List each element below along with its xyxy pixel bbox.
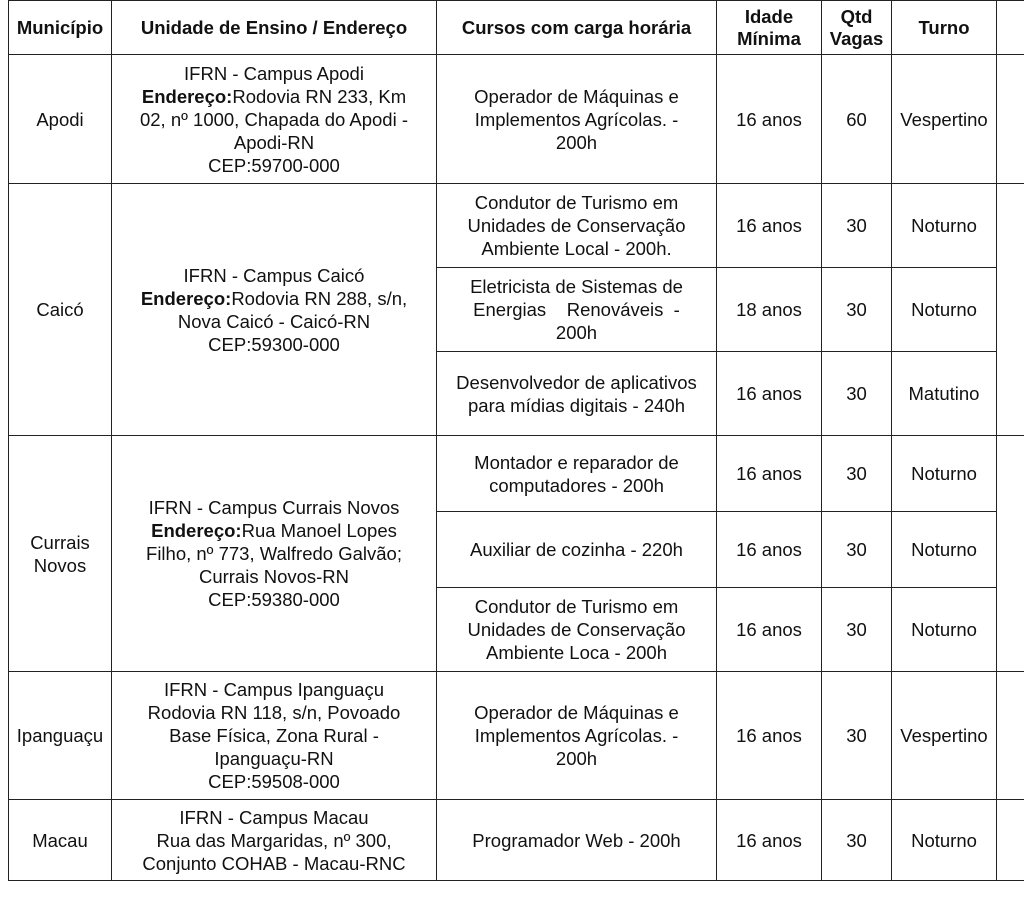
campus-name: IFRN - Campus Caicó	[183, 264, 365, 286]
cell-turno: Noturno	[892, 512, 997, 588]
campus-name: IFRN - Campus Ipanguaçu	[163, 679, 385, 700]
cell-unidade	[112, 436, 437, 672]
municipio-line: Caicó	[36, 299, 84, 320]
cell-extra	[997, 672, 1024, 800]
cell-vagas: 30	[822, 672, 892, 800]
course-line: Eletricista de Sistemas de	[470, 276, 683, 297]
course-line: Ambiente Loca - 200h	[485, 642, 667, 663]
cell-extra	[997, 436, 1024, 672]
course-line: Ambiente Local - 200h.	[481, 238, 672, 259]
course-line: Operador de Máquinas e	[474, 85, 679, 107]
table-row	[9, 800, 1024, 881]
cell-idade: 18 anos	[717, 268, 822, 352]
address-label: Endereço:	[141, 85, 233, 107]
course-line: Condutor de Turismo em	[474, 596, 679, 617]
header-municipio: Município	[9, 1, 112, 55]
cell-idade: 16 anos	[717, 800, 822, 881]
address-line: Base Física, Zona Rural -	[169, 725, 379, 746]
cell-idade: 16 anos	[717, 512, 822, 588]
course-line: Condutor de Turismo em	[474, 192, 679, 213]
header-turno: Turno	[892, 1, 997, 55]
table-row	[9, 672, 1024, 800]
cell-vagas: 30	[822, 268, 892, 352]
course-line: Programador Web - 200h	[472, 829, 681, 851]
header-idade	[717, 1, 822, 55]
cell-municipio	[9, 184, 112, 436]
cell-turno: Vespertino	[892, 55, 997, 184]
cell-vagas: 30	[822, 588, 892, 672]
cell-vagas: 30	[822, 184, 892, 268]
address-line: Currais Novos-RN	[198, 566, 350, 587]
cell-municipio	[9, 672, 112, 800]
cell-idade: 16 anos	[717, 588, 822, 672]
municipio-line: Currais	[30, 531, 90, 553]
address-line: Rua das Margaridas, nº 300,	[156, 829, 392, 851]
vagas-table	[8, 0, 1024, 881]
municipio-line: Macau	[32, 829, 88, 851]
address-text: Rodovia RN 288, s/n,	[231, 287, 408, 309]
cell-municipio	[9, 800, 112, 881]
address-line: Apodi-RN	[233, 131, 315, 153]
course-line: 200h	[555, 322, 598, 343]
course-line: computadores - 200h	[489, 474, 664, 496]
cell-vagas: 30	[822, 436, 892, 512]
address-text: Rodovia RN 233, Km	[232, 85, 407, 107]
cell-idade: 16 anos	[717, 436, 822, 512]
cell-unidade	[112, 800, 437, 881]
cell-unidade	[112, 55, 437, 184]
cell-vagas: 30	[822, 352, 892, 436]
cell-curso	[437, 436, 717, 512]
cell-idade: 16 anos	[717, 352, 822, 436]
address-line: Ipanguaçu-RN	[214, 748, 334, 769]
municipio-line: Novos	[33, 554, 87, 576]
cell-idade: 16 anos	[717, 672, 822, 800]
cell-idade: 16 anos	[717, 184, 822, 268]
cell-turno: Vespertino	[892, 672, 997, 800]
address-line	[116, 85, 432, 108]
course-line: Auxiliar de cozinha - 220h	[470, 539, 683, 560]
cell-turno: Matutino	[892, 352, 997, 436]
campus-name: IFRN - Campus Macau	[179, 806, 369, 828]
course-line: Operador de Máquinas e	[474, 702, 679, 723]
municipio-line: Ipanguaçu	[16, 725, 104, 746]
header-extra	[997, 1, 1024, 55]
header-idade-line-1: Idade	[744, 5, 794, 27]
table-row	[9, 184, 1024, 268]
cell-curso	[437, 184, 717, 268]
cep-text: CEP:59300-000	[208, 333, 340, 355]
address-label: Endereço:	[151, 520, 242, 541]
cell-turno: Noturno	[892, 800, 997, 881]
cell-vagas: 30	[822, 512, 892, 588]
course-line: 200h	[555, 748, 598, 769]
course-line: Unidades de Conservação	[467, 619, 686, 640]
cell-curso	[437, 55, 717, 184]
table-row	[9, 436, 1024, 512]
header-qtd-line-2: Vagas	[829, 27, 884, 49]
cell-curso	[437, 268, 717, 352]
campus-name: IFRN - Campus Currais Novos	[148, 497, 400, 518]
cell-vagas: 60	[822, 55, 892, 184]
cell-extra	[997, 55, 1024, 184]
table-row	[9, 55, 1024, 184]
header-unidade: Unidade de Ensino / Endereço	[112, 1, 437, 55]
cell-municipio	[9, 436, 112, 672]
header-idade-line-2: Mínima	[737, 27, 801, 49]
course-line: para mídias digitais - 240h	[468, 394, 685, 416]
cell-idade: 16 anos	[717, 55, 822, 184]
address-line: 02, nº 1000, Chapada do Apodi -	[139, 108, 409, 130]
cell-turno: Noturno	[892, 588, 997, 672]
course-line: Energias Renováveis -	[473, 299, 680, 320]
cell-extra	[997, 800, 1024, 881]
course-line: Unidades de Conservação	[467, 215, 686, 236]
course-line: Implementos Agrícolas. -	[474, 725, 679, 746]
address-line: Nova Caicó - Caicó-RN	[177, 310, 371, 332]
header-cursos: Cursos com carga horária	[437, 1, 717, 55]
campus-name: IFRN - Campus Apodi	[184, 62, 364, 84]
cell-curso	[437, 800, 717, 881]
header-qtd-vagas	[822, 1, 892, 55]
address-line	[116, 287, 432, 310]
cep-text: CEP:59508-000	[208, 771, 340, 792]
cep-text: CEP:59380-000	[208, 589, 340, 610]
cep-text: CEP:59700-000	[208, 154, 340, 176]
address-line: Conjunto COHAB - Macau-RNC	[142, 852, 406, 874]
cell-vagas: 30	[822, 800, 892, 881]
cell-turno: Noturno	[892, 268, 997, 352]
cell-curso	[437, 672, 717, 800]
cell-turno: Noturno	[892, 436, 997, 512]
address-label: Endereço:	[140, 287, 232, 309]
cell-unidade	[112, 672, 437, 800]
cell-curso	[437, 588, 717, 672]
cell-curso	[437, 352, 717, 436]
course-line: 200h	[555, 131, 598, 153]
course-line: Implementos Agrícolas. -	[474, 108, 679, 130]
course-line: Montador e reparador de	[474, 451, 679, 473]
address-line: Rodovia RN 118, s/n, Povoado	[147, 702, 401, 723]
header-row	[9, 1, 1024, 55]
address-text: Rua Manoel Lopes	[241, 520, 397, 541]
address-line	[116, 519, 432, 542]
municipio-line: Apodi	[36, 108, 84, 130]
cell-unidade	[112, 184, 437, 436]
cell-municipio	[9, 55, 112, 184]
course-line: Desenvolvedor de aplicativos	[456, 371, 697, 393]
cell-extra	[997, 184, 1024, 436]
cell-turno: Noturno	[892, 184, 997, 268]
header-qtd-line-1: Qtd	[840, 5, 873, 27]
cell-curso	[437, 512, 717, 588]
address-line: Filho, nº 773, Walfredo Galvão;	[146, 543, 402, 564]
